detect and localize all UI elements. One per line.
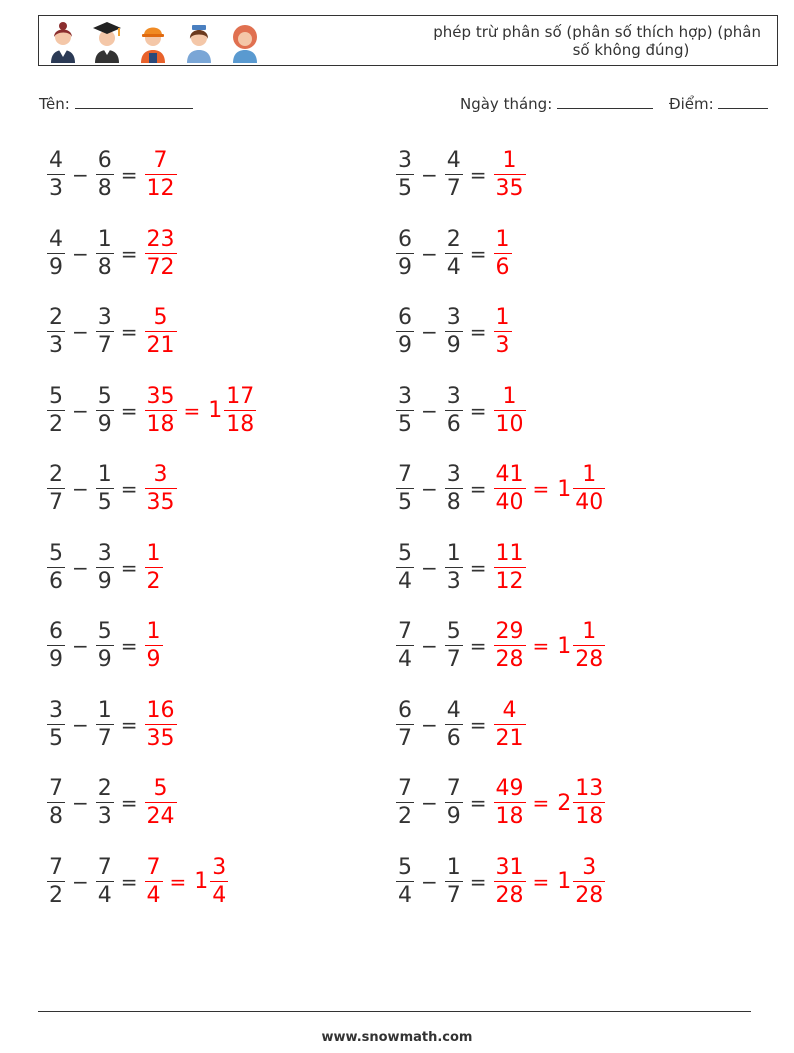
minus-sign: − bbox=[72, 791, 89, 815]
title-line-1: phép trừ phân số (phân số thích hợp) (phân bbox=[433, 23, 761, 41]
answer-fraction bbox=[145, 226, 177, 280]
second-fraction bbox=[445, 854, 463, 908]
second-fraction-numerator: 7 bbox=[446, 776, 461, 801]
second-fraction-numerator: 7 bbox=[97, 854, 112, 880]
problem-11 bbox=[46, 538, 164, 598]
minus-sign: − bbox=[421, 555, 438, 580]
minus-sign: − bbox=[72, 712, 89, 737]
answer-fraction-numerator: 3 bbox=[153, 462, 168, 487]
first-fraction-denominator: 5 bbox=[398, 176, 412, 201]
answer-fraction bbox=[494, 150, 526, 200]
answer-equals-sign: = bbox=[532, 477, 550, 501]
second-fraction-numerator: 5 bbox=[97, 619, 112, 644]
graduate-avatar-icon bbox=[89, 19, 125, 63]
answer-fraction-numerator: 16 bbox=[146, 697, 175, 723]
answer-fraction bbox=[494, 621, 526, 671]
date-label: Ngày tháng: bbox=[460, 95, 553, 113]
second-fraction-numerator: 2 bbox=[446, 226, 461, 252]
first-fraction-numerator: 3 bbox=[398, 383, 412, 409]
answer-fraction bbox=[494, 697, 526, 751]
second-fraction bbox=[96, 540, 114, 594]
equals-sign: = bbox=[120, 634, 138, 658]
second-fraction-denominator: 8 bbox=[97, 176, 112, 201]
second-fraction-numerator: 3 bbox=[446, 462, 461, 487]
first-fraction-denominator: 4 bbox=[398, 882, 412, 908]
equals-sign: = bbox=[120, 712, 138, 737]
mixed-whole-number: 1 bbox=[208, 398, 223, 423]
equals-sign: = bbox=[120, 398, 138, 423]
mixed-numerator: 1 bbox=[582, 462, 597, 487]
first-fraction-numerator: 6 bbox=[398, 305, 412, 330]
name-blank[interactable] bbox=[75, 94, 193, 109]
equals-sign: = bbox=[120, 163, 138, 187]
second-fraction-numerator: 1 bbox=[97, 462, 112, 487]
answer-fraction-numerator: 41 bbox=[495, 462, 524, 487]
first-fraction bbox=[47, 307, 65, 357]
answer-fraction-denominator: 10 bbox=[495, 411, 524, 437]
second-fraction-numerator: 3 bbox=[97, 540, 112, 566]
answer-fraction bbox=[494, 778, 526, 828]
first-fraction-denominator: 6 bbox=[49, 568, 63, 594]
first-fraction-denominator: 4 bbox=[398, 568, 412, 594]
first-fraction bbox=[47, 464, 65, 514]
answer-fraction bbox=[145, 778, 177, 828]
minus-sign: − bbox=[72, 398, 89, 423]
first-fraction-numerator: 6 bbox=[49, 619, 63, 644]
second-fraction-denominator: 8 bbox=[97, 254, 112, 280]
answer-equals-sign: = bbox=[532, 634, 550, 658]
problem-2 bbox=[395, 145, 527, 205]
second-fraction-numerator: 3 bbox=[446, 305, 461, 330]
minus-sign: − bbox=[421, 320, 438, 344]
first-fraction-denominator: 2 bbox=[49, 411, 63, 437]
second-fraction-denominator: 9 bbox=[97, 568, 112, 594]
minus-sign: − bbox=[72, 163, 89, 187]
first-fraction-denominator: 4 bbox=[398, 647, 412, 672]
second-fraction-numerator: 5 bbox=[446, 619, 461, 644]
second-fraction-denominator: 3 bbox=[97, 804, 112, 829]
answer-fraction-numerator: 49 bbox=[495, 776, 524, 801]
problem-1 bbox=[46, 145, 178, 205]
problem-10 bbox=[395, 459, 606, 519]
answer-fraction-denominator: 24 bbox=[146, 804, 175, 829]
second-fraction-denominator: 3 bbox=[446, 568, 461, 594]
answer-fraction bbox=[494, 307, 512, 357]
first-fraction-numerator: 5 bbox=[398, 540, 412, 566]
woman-avatar-icon bbox=[45, 19, 81, 63]
second-fraction-denominator: 7 bbox=[97, 725, 112, 751]
second-fraction bbox=[96, 854, 114, 908]
mixed-fraction bbox=[573, 854, 605, 908]
answer-fraction-denominator: 9 bbox=[146, 647, 161, 672]
date-field[interactable] bbox=[460, 94, 653, 113]
second-fraction-denominator: 9 bbox=[97, 411, 112, 437]
second-fraction-denominator: 5 bbox=[97, 490, 112, 515]
equals-sign: = bbox=[120, 869, 138, 894]
answer-fraction-denominator: 12 bbox=[495, 568, 524, 594]
second-fraction-denominator: 6 bbox=[446, 411, 461, 437]
first-fraction-denominator: 2 bbox=[398, 804, 412, 829]
answer-fraction-numerator: 1 bbox=[146, 540, 161, 566]
second-fraction bbox=[445, 150, 463, 200]
first-fraction-denominator: 5 bbox=[398, 411, 412, 437]
problem-7 bbox=[46, 381, 257, 441]
woman-redhead-avatar-icon bbox=[227, 19, 263, 63]
title-line-2: số không đúng) bbox=[572, 41, 690, 59]
answer-fraction-denominator: 72 bbox=[146, 254, 175, 280]
answer-fraction-denominator: 18 bbox=[495, 804, 524, 829]
first-fraction-denominator: 5 bbox=[49, 725, 63, 751]
mixed-numerator: 17 bbox=[226, 383, 255, 409]
second-fraction-numerator: 4 bbox=[446, 148, 461, 173]
first-fraction-denominator: 8 bbox=[49, 804, 63, 829]
answer-fraction-denominator: 21 bbox=[146, 333, 175, 358]
second-fraction-numerator: 1 bbox=[446, 540, 461, 566]
first-fraction-numerator: 6 bbox=[398, 697, 412, 723]
first-fraction bbox=[47, 226, 65, 280]
answer-fraction-denominator: 2 bbox=[146, 568, 161, 594]
problem-3 bbox=[46, 224, 178, 284]
mixed-whole-number: 1 bbox=[557, 476, 572, 502]
answer-fraction-numerator: 4 bbox=[502, 697, 517, 723]
problem-15 bbox=[46, 695, 178, 755]
second-fraction bbox=[445, 307, 463, 357]
minus-sign: − bbox=[72, 320, 89, 344]
answer-fraction bbox=[494, 540, 526, 594]
answer-fraction-denominator: 18 bbox=[146, 411, 175, 437]
problem-5 bbox=[46, 302, 178, 362]
equals-sign: = bbox=[469, 241, 487, 266]
second-fraction-denominator: 9 bbox=[446, 804, 461, 829]
answer-fraction-denominator: 21 bbox=[495, 725, 524, 751]
second-fraction bbox=[445, 540, 463, 594]
first-fraction bbox=[47, 621, 65, 671]
second-fraction-numerator: 3 bbox=[446, 383, 461, 409]
second-fraction-numerator: 6 bbox=[97, 148, 112, 173]
mixed-denominator: 18 bbox=[226, 411, 255, 437]
answer-fraction bbox=[145, 464, 177, 514]
answer-fraction-denominator: 40 bbox=[495, 490, 524, 515]
first-fraction bbox=[396, 383, 414, 437]
first-fraction bbox=[47, 383, 65, 437]
first-fraction-numerator: 2 bbox=[49, 305, 63, 330]
first-fraction-denominator: 2 bbox=[49, 882, 63, 908]
second-fraction-denominator: 8 bbox=[446, 490, 461, 515]
problem-17 bbox=[46, 773, 178, 833]
first-fraction-numerator: 3 bbox=[398, 148, 412, 173]
first-fraction bbox=[47, 697, 65, 751]
minus-sign: − bbox=[72, 477, 89, 501]
mixed-denominator: 4 bbox=[212, 882, 227, 908]
answer-fraction-denominator: 12 bbox=[146, 176, 175, 201]
answer-fraction-denominator: 35 bbox=[495, 176, 524, 201]
first-fraction-numerator: 5 bbox=[49, 540, 63, 566]
problem-6 bbox=[395, 302, 513, 362]
second-fraction-numerator: 1 bbox=[446, 854, 461, 880]
second-fraction bbox=[96, 226, 114, 280]
footer-divider bbox=[38, 1011, 751, 1012]
first-fraction-denominator: 3 bbox=[49, 333, 63, 358]
answer-fraction bbox=[145, 540, 163, 594]
first-fraction-denominator: 9 bbox=[398, 254, 412, 280]
second-fraction bbox=[96, 307, 114, 357]
answer-fraction-numerator: 1 bbox=[502, 383, 517, 409]
second-fraction bbox=[96, 697, 114, 751]
first-fraction-denominator: 9 bbox=[49, 254, 63, 280]
first-fraction-numerator: 7 bbox=[398, 619, 412, 644]
answer-fraction-numerator: 23 bbox=[146, 226, 175, 252]
score-blank[interactable] bbox=[718, 94, 768, 109]
equals-sign: = bbox=[469, 791, 487, 815]
answer-fraction bbox=[145, 307, 177, 357]
first-fraction-numerator: 7 bbox=[49, 776, 63, 801]
answer-fraction bbox=[494, 383, 526, 437]
second-fraction-denominator: 9 bbox=[97, 647, 112, 672]
second-fraction-denominator: 7 bbox=[446, 882, 461, 908]
mixed-numerator: 3 bbox=[212, 854, 227, 880]
nurse-avatar-icon bbox=[181, 19, 217, 63]
first-fraction bbox=[396, 540, 414, 594]
first-fraction bbox=[47, 150, 65, 200]
second-fraction-denominator: 7 bbox=[446, 176, 461, 201]
answer-fraction-numerator: 7 bbox=[146, 854, 161, 880]
equals-sign: = bbox=[469, 555, 487, 580]
minus-sign: − bbox=[72, 634, 89, 658]
mixed-whole-number: 1 bbox=[557, 633, 572, 659]
answer-fraction bbox=[145, 150, 177, 200]
second-fraction bbox=[445, 621, 463, 671]
mixed-whole-number: 1 bbox=[194, 869, 209, 894]
mixed-whole-number: 1 bbox=[557, 869, 572, 894]
first-fraction-numerator: 4 bbox=[49, 148, 63, 173]
first-fraction bbox=[47, 778, 65, 828]
problem-14 bbox=[395, 616, 606, 676]
second-fraction-denominator: 9 bbox=[446, 333, 461, 358]
first-fraction bbox=[396, 307, 414, 357]
mixed-fraction bbox=[573, 464, 605, 514]
answer-fraction-numerator: 29 bbox=[495, 619, 524, 644]
first-fraction-numerator: 4 bbox=[49, 226, 63, 252]
mixed-numerator: 3 bbox=[582, 854, 597, 880]
answer-fraction-denominator: 4 bbox=[146, 882, 161, 908]
minus-sign: − bbox=[72, 241, 89, 266]
first-fraction-denominator: 9 bbox=[398, 333, 412, 358]
minus-sign: − bbox=[421, 869, 438, 894]
second-fraction bbox=[96, 150, 114, 200]
name-field[interactable] bbox=[39, 94, 193, 113]
minus-sign: − bbox=[72, 869, 89, 894]
date-blank[interactable] bbox=[557, 94, 653, 109]
first-fraction-denominator: 5 bbox=[398, 490, 412, 515]
name-label: Tên: bbox=[39, 95, 70, 113]
equals-sign: = bbox=[120, 555, 138, 580]
answer-equals-sign: = bbox=[169, 869, 187, 894]
mixed-whole-number: 2 bbox=[557, 790, 572, 816]
minus-sign: − bbox=[421, 634, 438, 658]
mixed-fraction bbox=[573, 621, 605, 671]
equals-sign: = bbox=[469, 477, 487, 501]
minus-sign: − bbox=[72, 555, 89, 580]
mixed-numerator: 1 bbox=[582, 619, 597, 644]
mixed-denominator: 28 bbox=[575, 882, 604, 908]
problem-9 bbox=[46, 459, 178, 519]
answer-fraction-numerator: 11 bbox=[495, 540, 524, 566]
answer-fraction-denominator: 28 bbox=[495, 882, 524, 908]
second-fraction-numerator: 2 bbox=[97, 776, 112, 801]
problem-12 bbox=[395, 538, 527, 598]
answer-fraction-denominator: 35 bbox=[146, 490, 175, 515]
second-fraction bbox=[445, 697, 463, 751]
mixed-fraction bbox=[573, 778, 605, 828]
second-fraction bbox=[96, 621, 114, 671]
answer-fraction-numerator: 1 bbox=[495, 305, 510, 330]
minus-sign: − bbox=[421, 241, 438, 266]
answer-fraction-denominator: 6 bbox=[495, 254, 510, 280]
answer-fraction-numerator: 1 bbox=[502, 148, 517, 173]
answer-fraction-numerator: 7 bbox=[153, 148, 168, 173]
answer-fraction-numerator: 1 bbox=[495, 226, 510, 252]
mixed-fraction bbox=[210, 854, 228, 908]
worksheet-header bbox=[38, 15, 778, 66]
mixed-fraction bbox=[224, 383, 256, 437]
second-fraction bbox=[445, 778, 463, 828]
mixed-denominator: 18 bbox=[575, 804, 604, 829]
equals-sign: = bbox=[120, 320, 138, 344]
first-fraction bbox=[396, 464, 414, 514]
equals-sign: = bbox=[120, 791, 138, 815]
first-fraction-numerator: 7 bbox=[398, 776, 412, 801]
first-fraction bbox=[396, 621, 414, 671]
minus-sign: − bbox=[421, 398, 438, 423]
second-fraction-denominator: 6 bbox=[446, 725, 461, 751]
answer-fraction-numerator: 31 bbox=[495, 854, 524, 880]
second-fraction bbox=[445, 383, 463, 437]
first-fraction-numerator: 5 bbox=[49, 383, 63, 409]
first-fraction-denominator: 7 bbox=[398, 725, 412, 751]
first-fraction-numerator: 7 bbox=[398, 462, 412, 487]
problem-4 bbox=[395, 224, 513, 284]
second-fraction-denominator: 4 bbox=[97, 882, 112, 908]
first-fraction bbox=[396, 854, 414, 908]
first-fraction-numerator: 2 bbox=[49, 462, 63, 487]
answer-fraction bbox=[145, 854, 163, 908]
equals-sign: = bbox=[469, 712, 487, 737]
second-fraction-numerator: 1 bbox=[97, 697, 112, 723]
minus-sign: − bbox=[421, 712, 438, 737]
answer-fraction-denominator: 35 bbox=[146, 725, 175, 751]
first-fraction bbox=[396, 226, 414, 280]
first-fraction-denominator: 9 bbox=[49, 647, 63, 672]
problem-16 bbox=[395, 695, 527, 755]
second-fraction-denominator: 7 bbox=[446, 647, 461, 672]
answer-fraction-denominator: 3 bbox=[495, 333, 510, 358]
answer-fraction-numerator: 5 bbox=[153, 305, 168, 330]
equals-sign: = bbox=[469, 163, 487, 187]
second-fraction-numerator: 5 bbox=[97, 383, 112, 409]
second-fraction-numerator: 1 bbox=[97, 226, 112, 252]
answer-fraction-numerator: 5 bbox=[153, 776, 168, 801]
second-fraction bbox=[96, 383, 114, 437]
first-fraction-numerator: 3 bbox=[49, 697, 63, 723]
first-fraction bbox=[396, 697, 414, 751]
answer-fraction bbox=[145, 383, 177, 437]
answer-fraction bbox=[494, 226, 512, 280]
answer-fraction bbox=[494, 854, 526, 908]
first-fraction-numerator: 6 bbox=[398, 226, 412, 252]
first-fraction bbox=[396, 778, 414, 828]
problem-18 bbox=[395, 773, 606, 833]
footer-url: www.snowmath.com bbox=[321, 1030, 473, 1045]
equals-sign: = bbox=[469, 869, 487, 894]
second-fraction bbox=[445, 226, 463, 280]
second-fraction-numerator: 3 bbox=[97, 305, 112, 330]
second-fraction-denominator: 7 bbox=[97, 333, 112, 358]
answer-fraction-numerator: 35 bbox=[146, 383, 175, 409]
problem-19 bbox=[46, 852, 229, 912]
first-fraction-numerator: 7 bbox=[49, 854, 63, 880]
answer-equals-sign: = bbox=[532, 791, 550, 815]
second-fraction-numerator: 4 bbox=[446, 697, 461, 723]
first-fraction bbox=[396, 150, 414, 200]
problem-8 bbox=[395, 381, 527, 441]
answer-equals-sign: = bbox=[532, 869, 550, 894]
first-fraction-denominator: 7 bbox=[49, 490, 63, 515]
equals-sign: = bbox=[120, 241, 138, 266]
minus-sign: − bbox=[421, 477, 438, 501]
equals-sign: = bbox=[120, 477, 138, 501]
second-fraction bbox=[96, 778, 114, 828]
mixed-denominator: 40 bbox=[575, 490, 604, 515]
first-fraction-denominator: 3 bbox=[49, 176, 63, 201]
equals-sign: = bbox=[469, 634, 487, 658]
first-fraction bbox=[47, 854, 65, 908]
minus-sign: − bbox=[421, 791, 438, 815]
answer-fraction bbox=[494, 464, 526, 514]
answer-fraction-numerator: 1 bbox=[146, 619, 161, 644]
mixed-numerator: 13 bbox=[575, 776, 604, 801]
second-fraction-denominator: 4 bbox=[446, 254, 461, 280]
problem-13 bbox=[46, 616, 164, 676]
equals-sign: = bbox=[469, 320, 487, 344]
mixed-denominator: 28 bbox=[575, 647, 604, 672]
worker-avatar-icon bbox=[135, 19, 171, 63]
second-fraction bbox=[445, 464, 463, 514]
problem-20 bbox=[395, 852, 606, 912]
answer-fraction bbox=[145, 697, 177, 751]
score-label: Điểm: bbox=[669, 95, 714, 113]
score-field[interactable] bbox=[669, 94, 768, 113]
minus-sign: − bbox=[421, 163, 438, 187]
first-fraction-numerator: 5 bbox=[398, 854, 412, 880]
worksheet-title bbox=[381, 23, 761, 59]
answer-fraction-denominator: 28 bbox=[495, 647, 524, 672]
answer-equals-sign: = bbox=[183, 398, 201, 423]
equals-sign: = bbox=[469, 398, 487, 423]
first-fraction bbox=[47, 540, 65, 594]
second-fraction bbox=[96, 464, 114, 514]
answer-fraction bbox=[145, 621, 163, 671]
